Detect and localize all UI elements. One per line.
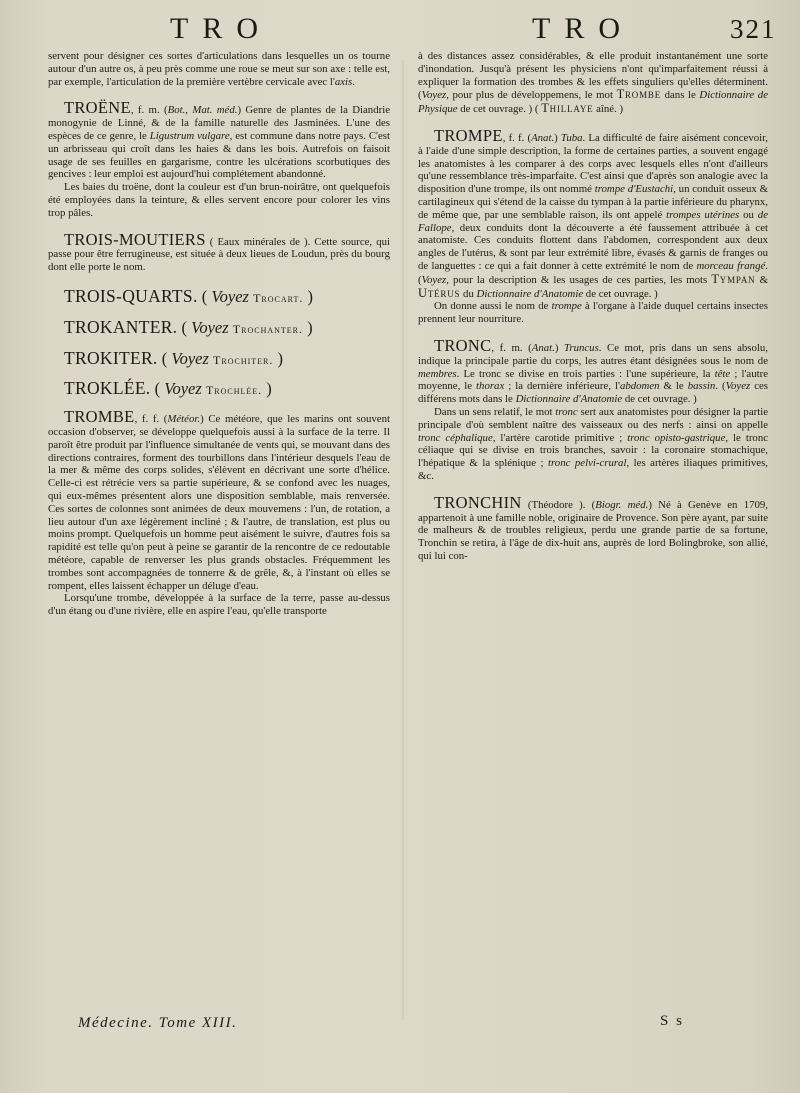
entry-troene: TROËNE, f. m. (Bot., Mat. méd.) Genre de plantes de la Diandrie monogynie de Linné, & de la famille naturelle des Jasminées. L'une des espèces de ce genre, le Ligustrum vulgare, est commune dans notre pays. C'est un arbrisseau qui croît dans les haies & dans les bois. Autrefois on faisoit usage de ses feuilles en gargarisme, contre les ulcérations scorbutiques des gencives : leur emploi est aujourd'hui complétement abandonné. [48,98,390,181]
entry-headword: TROËNE [64,98,131,118]
entry-trombe: TROMBE, f. f. (Météor.) Ce météore, que les marins ont souvent occasion d'observer, se développe quelquefois aussi à la surface de la terre. Il paroît être produit par l'influence simultanée de vents qui, se mouvant dans des directions contraires, forment des tourbillons dans l'intérieur desquels l'eau de la mer & même des corps solides, s'élèvent en décrivant une sorte d'hélice. Celle-ci est rétrécie vers sa partie supérieure, & se confond avec les nuages, qui eux-mêmes présentent alors une disposition semblable, mais renversée. Ces sortes de colonnes sont animées de deux mouvemens : l'un, de rotation, a lieu autour d'un axe légèrement incliné ; & l'autre, de translation, est plus ou moins prompt. Quelquefois un homme peut aisément le suivre, d'autres fois sa rapidité est telle qu'on peut à peine se garantir de la rencontre de ce redoutable météore, capable de renverser les plus grands obstacles. Fréquemment les trombes sont accompagnées de tonnerre & de grêle, &, à l'instant où elles se rompent, elles laissent échapper un déluge d'eau. [48,407,390,592]
running-head [0,12,800,46]
paragraph: Dans un sens relatif, le mot tronc sert aux anatomistes pour désigner la partie principale d'où semblent naître des vaisseaux ou des nerfs : ainsi on appelle tronc céphalique, l'artère carotide primitive ; tronc opisto-gastrique, le tronc céliaque qui se divise en trois branches, savoir : la coronaire stomachique, l'hépatique & la splénique ; tronc pelvi-crural, les artères iliaques primitives, &c. [418,405,769,482]
entry-headword: TROIS-MOUTIERS [64,229,206,249]
paragraph: Les baies du troëne, dont la couleur est d'un brun-noirâtre, ont quelquefois été employées dans la teinture, & elles servent encore pour colorer les vins trop pâles. [48,181,390,219]
right-column [418,50,768,1050]
entry-trokiter: TROKITER. ( Voyez Trochiter. ) [64,347,284,368]
entry-trois-moutiers: TROIS-MOUTIERS ( Eaux minérales de ). Cette source, qui passe pour être ferrugineuse, est située à deux lieues de Loudun, près du bourg dont elle porte le nom. [48,229,390,274]
entry-tronc: TRONC, f. m. (Anat.) Truncus. Ce mot, pris dans un sens absolu, indique la principale partie du corps, les autres étant désignées sous le nom de membres. Le tronc se divise en trois parties : l'une supérieure, la tête ; l'autre moyenne, le thorax ; la dernière inférieure, l'abdomen & le bassin. (Voyez ces différens mots dans le Dictionnaire d'Anatomie de cet ouvrage. ) [418,335,768,406]
left-column [48,50,390,1050]
running-head-left: TRO [170,12,272,45]
paragraph: On donne aussi le nom de trompe à l'organe à l'aide duquel certains insectes prennent leur nourriture. [418,300,768,326]
entry-trokanter: TROKANTER. ( Voyez Trochanter. ) [64,316,313,337]
signature-mark: S s [660,1013,684,1029]
entry-headword: TROMBE [64,407,135,427]
entry-headword: TRONC [434,335,492,355]
entry-headword: TRONCHIN [434,492,522,512]
page-number: 321 [730,14,777,44]
column-gutter [402,60,404,1020]
entry-tronchin: TRONCHIN (Théodore ). (Biogr. méd.) Né à Genève en 1709, appartenoit à une famille noble, originaire de Provence. Son père ayant, par suite de malheurs & de troubles religieux, perdu une grande partie de sa fortune, Tronchin se retira, à l'âge de dix-huit ans, auprès de lord Bolingbroke, son allié, qui lui con- [418,492,769,562]
paragraph: Lorsqu'une trombe, développée à la surface de la terre, passe au-dessus d'un étang ou d'une rivière, elle en aspire l'eau, qu'elle transporte [48,592,390,618]
signature-line: Médecine. Tome XIII. [78,1015,238,1031]
entry-troklee: TROKLÉE. ( Voyez Trochlée. ) [64,378,272,399]
entry-trois-quarts: TROIS-QUARTS. ( Voyez Trocart. ) [64,285,314,306]
running-head-right: TRO [532,12,634,45]
continued-text: à des distances assez considérables, & elle produit instantanément une sorte d'inondation. Jusqu'à présent les physiciens n'ont qu'imparfaitement réussi à expliquer la formation des trombes & les effets singuliers qu'elles déterminent. (Voyez, pour plus de développemens, le mot Trombe dans le Dictionnaire de Physique de cet ouvrage. ) ( Thillaye aîné. ) [418,50,768,116]
continued-text: servent pour désigner ces sortes d'articulations dans lesquelles un os tourne autour d'un autre os, à peu près comme une roue se meut sur son axe : telle est, par exemple, l'articulation de la première vertèbre cervicale avec l'axis. [48,50,390,88]
entry-headword: TROMPE [434,125,503,145]
entry-trompe: TROMPE, f. f. (Anat.) Tuba. La difficulté de faire aisément concevoir, à l'aide d'une simple description, la forme de certaines parties, a souvent engagé les anatomistes à les comparer à des corps avec lesquels elles n'ont d'ailleurs qu'une ressemblance très-imparfaite. C'est ainsi que d'après son analogie avec la disposition d'une trompe, ils ont nommé trompe d'Eustachi, un conduit osseux & cartilagineux qui s'étend de la caisse du tympan à la partie inférieure du pharynx, de même que, par une semblable raison, ils ont appelé trompes utérines ou de Fallope, deux conduits dont la découverte a été faussement attribuée à cet anatomiste. Ces conduits flottent dans l'abdomen, correspondent aux deux angles de l'utérus, & sont par leur extrémité libre, évasés & garnis de franges ou de languettes : ce qui a fait donner à cette extrémité le nom de morceau frangé. (Voyez, pour la description & les usages de ces parties, les mots Tympan & Utérus du Dictionnaire d'Anatomie de cet ouvrage. ) [418,125,769,300]
